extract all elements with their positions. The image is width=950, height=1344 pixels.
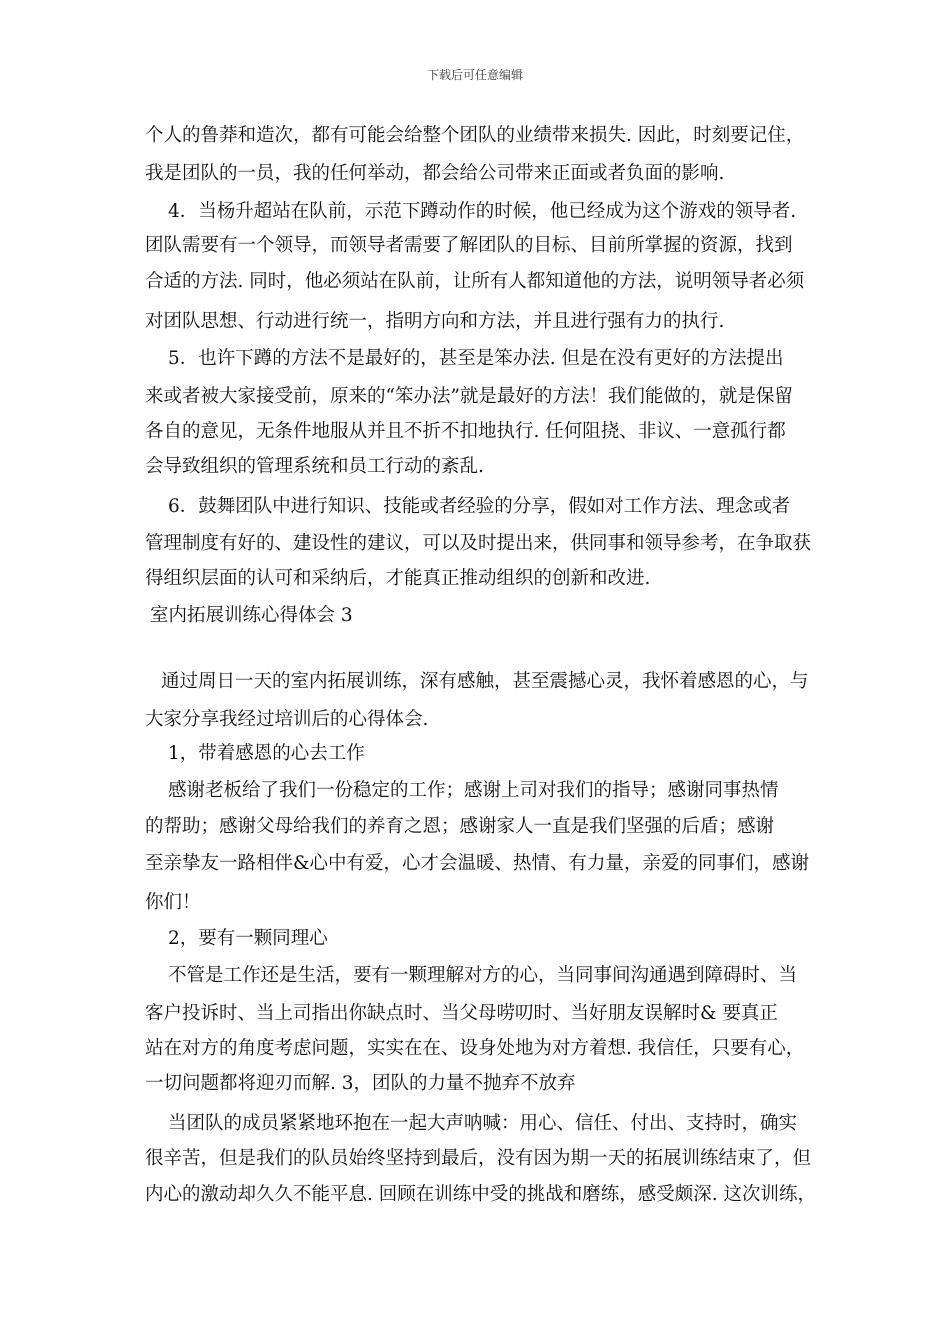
text-line: 4．当杨升超站在队前，示范下蹲动作的时候，他已经成为这个游戏的领导者. <box>168 201 797 222</box>
text-line: 客户投诉时、当上司指出你缺点时、当父母唠叨时、当好朋友误解时& 要真正 <box>145 1003 778 1024</box>
text-line: 得组织层面的认可和采纳后，才能真正推动组织的创新和改进. <box>145 568 651 589</box>
text-line: 对团队思想、行动进行统一，指明方向和方法，并且进行强有力的执行. <box>145 311 725 332</box>
text-line: 至亲挚友一路相伴&心中有爱，心才会温暖、热情、有力量，亲爱的同事们，感谢 <box>145 853 809 874</box>
text-line: 你们！ <box>145 892 201 913</box>
text-line: 通过周日一天的室内拓展训练，深有感触，甚至震撼心灵，我怀着感恩的心，与 <box>161 671 809 692</box>
text-line: 个人的鲁莽和造次，都有可能会给整个团队的业绩带来损失. 因此，时刻要记住， <box>145 125 805 146</box>
text-line: 当团队的成员紧紧地环抱在一起大声呐喊：用心、信任、付出、支持时，确实 <box>168 1113 798 1134</box>
text-line: 我是团队的一员，我的任何举动，都会给公司带来正面或者负面的影响. <box>145 163 725 184</box>
text-line: 不管是工作还是生活，要有一颗理解对方的心，当同事间沟通遇到障碍时、当 <box>168 965 798 986</box>
text-line: 会导致组织的管理系统和员工行动的紊乱. <box>145 456 484 477</box>
page-header: 下载后可任意编辑 <box>426 68 523 82</box>
text-line: 内心的激动却久久不能平息. 回顾在训练中受的挑战和磨练，感受颇深. 这次训练， <box>145 1184 817 1205</box>
section-heading: 室内拓展训练心得体会 3 <box>150 605 353 626</box>
text-line: 1，带着感恩的心去工作 <box>168 743 365 764</box>
text-line: 5．也许下蹲的方法不是最好的，甚至是笨办法. 但是在没有更好的方法提出 <box>168 348 784 369</box>
text-line: 管理制度有好的、建设性的建议，可以及时提出来，供同事和领导参考，在争取获 <box>145 533 812 554</box>
text-line: 大家分享我经过培训后的心得体会. <box>145 709 429 730</box>
text-line: 感谢老板给了我们一份稳定的工作；感谢上司对我们的指导；感谢同事热情 <box>168 780 779 801</box>
text-line: 2，要有一颗同理心 <box>168 928 328 949</box>
text-line: 团队需要有一个领导，而领导者需要了解团队的目标、目前所掌握的资源，找到 <box>145 235 793 256</box>
text-line: 来或者被大家接受前，原来的“笨办法”就是最好的方法！我们能做的，就是保留 <box>145 386 793 407</box>
text-line: 的帮助；感谢父母给我们的养育之恩；感谢家人一直是我们坚强的后盾；感谢 <box>145 816 775 837</box>
text-line: 各自的意见，无条件地服从并且不折不扣地执行. 任何阻挠、非议、一意孤行都 <box>145 421 786 442</box>
text-line: 合适的方法. 同时，他必须站在队前，让所有人都知道他的方法，说明领导者必须 <box>145 271 805 292</box>
text-line: 6．鼓舞团队中进行知识、技能或者经验的分享，假如对工作方法、理念或者 <box>168 496 791 517</box>
text-line: 很辛苦，但是我们的队员始终坚持到最后，没有因为期一天的拓展训练结束了，但 <box>145 1148 812 1169</box>
text-line: 一切问题都将迎刃而解. 3，团队的力量不抛弃不放弃 <box>145 1073 576 1094</box>
text-line: 站在对方的角度考虑问题，实实在在、设身处地为对方着想. 我信任，只要有心， <box>145 1038 805 1059</box>
